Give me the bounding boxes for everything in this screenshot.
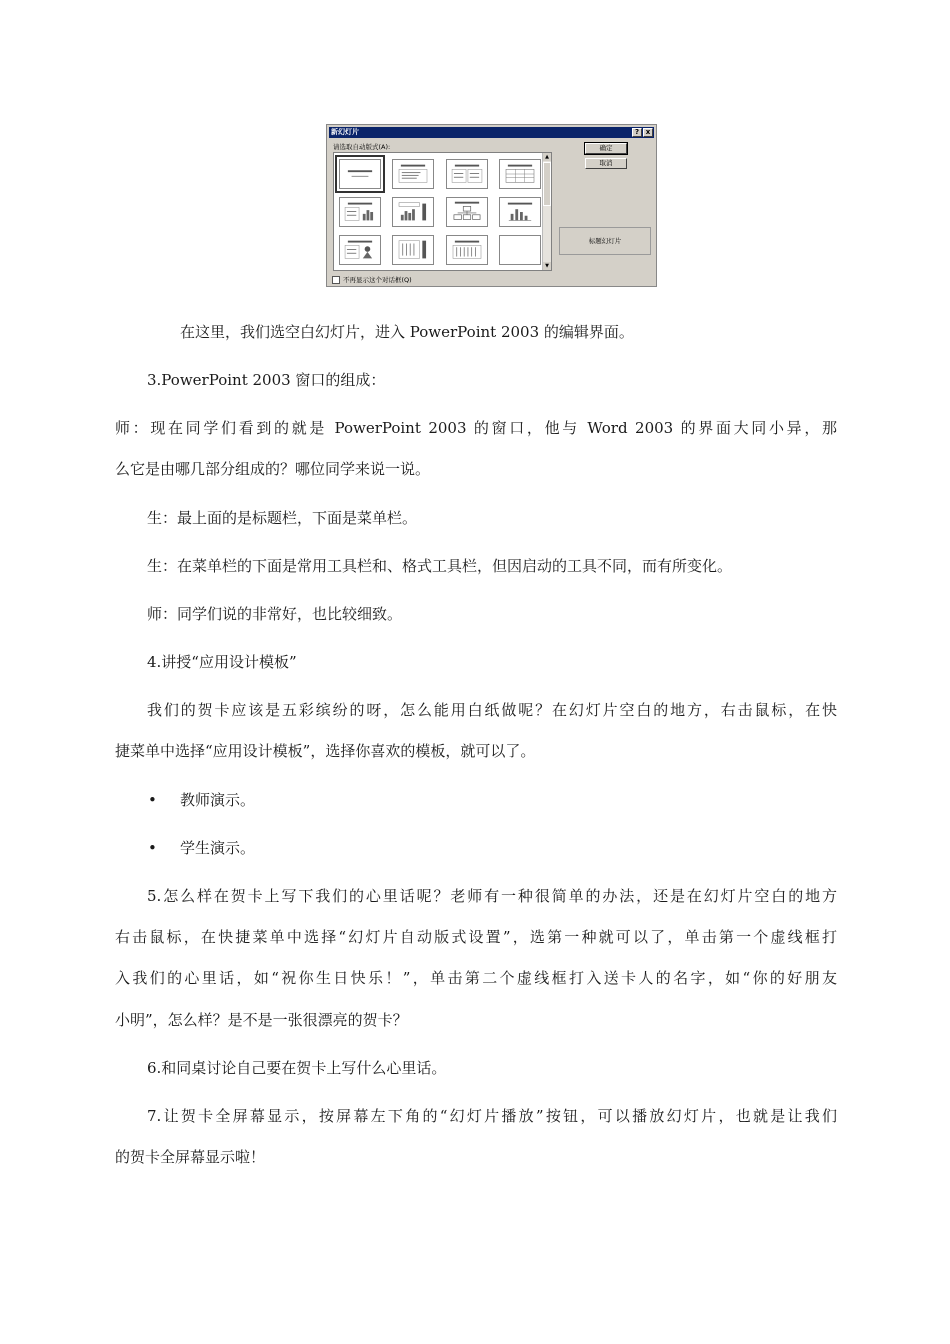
- dont-show-again-label: 不再显示这个对话框(Q): [343, 276, 412, 284]
- paragraph-write-message-line4: 小明”，怎么样？是不是一张很漂亮的贺卡？: [115, 1011, 408, 1029]
- layout-thumb-text-chart[interactable]: [339, 197, 381, 227]
- ok-button[interactable]: 确定: [585, 143, 627, 154]
- dialog-title: 新幻灯片: [331, 128, 359, 136]
- help-button[interactable]: ?: [632, 128, 642, 137]
- dont-show-again-checkbox[interactable]: [332, 276, 340, 284]
- layout-thumb-blank[interactable]: [499, 235, 541, 265]
- layout-gallery[interactable]: [333, 152, 552, 271]
- cancel-button[interactable]: 取消: [585, 158, 627, 169]
- close-button[interactable]: x: [643, 128, 653, 137]
- dialog-titlebar: [329, 127, 654, 138]
- layout-thumb-org-chart[interactable]: [446, 197, 488, 227]
- paragraph-teacher-question-line2: 么它是由哪几部分组成的？哪位同学来说一说。: [115, 460, 431, 478]
- paragraph-discuss-with-deskmate: 6.和同桌讨论自己要在贺卡上写什么心里话。: [147, 1059, 447, 1077]
- bullet-teacher-demo: 教师演示。: [180, 791, 256, 809]
- layout-thumb-vertical-text[interactable]: [392, 235, 434, 265]
- layout-thumb-table[interactable]: [499, 159, 541, 189]
- paragraph-write-message-line3: 入我们的心里话，如“祝你生日快乐！”，单击第二个虚线框打入送卡人的名字，如“你的好朋友: [115, 969, 837, 987]
- layout-thumb-bulleted-list[interactable]: [392, 159, 434, 189]
- heading-apply-design-template: 4.讲授“应用设计模板”: [147, 653, 297, 671]
- paragraph-write-message-line1: 5.怎么样在贺卡上写下我们的心里话呢？老师有一种很简单的办法，还是在幻灯片空白的地方: [147, 887, 837, 905]
- paragraph-fullscreen-line2: 的贺卡全屏幕显示啦！: [115, 1148, 266, 1166]
- paragraph-student-answer-2: 生：在菜单栏的下面是常用工具栏和、格式工具栏，但因启动的工具不同，而有所变化。: [147, 557, 733, 575]
- bullet-student-demo: 学生演示。: [180, 839, 256, 857]
- layout-preview-label: 标题幻灯片: [559, 227, 651, 255]
- bullet-icon: •: [148, 839, 157, 857]
- paragraph-teacher-praise: 师：同学们说的非常好，也比较细致。: [147, 605, 403, 623]
- layout-thumb-chart[interactable]: [499, 197, 541, 227]
- layout-thumb-text-clipart[interactable]: [339, 235, 381, 265]
- layout-thumb-two-column[interactable]: [446, 159, 488, 189]
- paragraph-design-template-line1: 我们的贺卡应该是五彩缤纷的呀，怎么能用白纸做呢？在幻灯片空白的地方，右击鼠标，在快: [147, 701, 837, 719]
- layout-scrollbar[interactable]: [542, 153, 551, 270]
- dont-show-again-row[interactable]: [332, 275, 412, 284]
- paragraph-fullscreen-line1: 7.让贺卡全屏幕显示，按屏幕左下角的“幻灯片播放”按钮，可以播放幻灯片，也就是让我们: [147, 1107, 837, 1125]
- paragraph-student-answer-1: 生：最上面的是标题栏，下面是菜单栏。: [147, 509, 418, 527]
- paragraph-enter-editor: 在这里，我们选空白幻灯片，进入 PowerPoint 2003 的编辑界面。: [180, 323, 634, 341]
- scroll-up-arrow-icon[interactable]: ▲: [543, 153, 551, 161]
- paragraph-design-template-line2: 捷菜单中选择“应用设计模板”，选择你喜欢的模板，就可以了。: [115, 742, 536, 760]
- bullet-icon: •: [148, 791, 157, 809]
- new-slide-dialog: [326, 124, 657, 287]
- heading-window-composition: 3.PowerPoint 2003 窗口的组成：: [147, 371, 386, 389]
- paragraph-write-message-line2: 右击鼠标，在快捷菜单中选择“幻灯片自动版式设置”，选第一种就可以了，单击第一个虚线框打: [115, 928, 837, 946]
- layout-thumb-vertical-title-text[interactable]: [446, 235, 488, 265]
- layout-thumb-chart-text[interactable]: [392, 197, 434, 227]
- layout-thumb-title[interactable]: [339, 159, 381, 189]
- scroll-thumb[interactable]: [543, 162, 551, 206]
- scroll-down-arrow-icon[interactable]: ▼: [543, 262, 551, 270]
- paragraph-teacher-question-line1: 师：现在同学们看到的就是 PowerPoint 2003 的窗口，他与 Word 2003 的界面大同小异，那: [115, 419, 837, 437]
- layout-prompt-label: 请选取自动版式(A):: [333, 143, 391, 151]
